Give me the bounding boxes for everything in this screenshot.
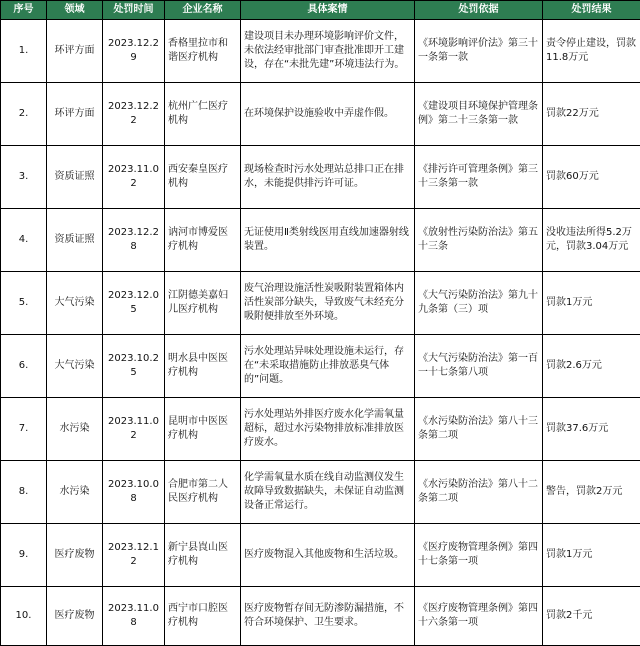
header-case: 具体案情 xyxy=(241,1,415,20)
cell-result: 警告，罚款2万元 xyxy=(543,461,640,524)
cell-basis: 《大气污染防治法》第一百一十七条第八项 xyxy=(415,335,543,398)
cell-date: 2023.12.28 xyxy=(103,209,165,272)
header-date: 处罚时间 xyxy=(103,1,165,20)
cell-result: 罚款60万元 xyxy=(543,146,640,209)
table-row xyxy=(1,20,640,83)
cell-basis: 《水污染防治法》第八十三条第二项 xyxy=(415,398,543,461)
cell-basis: 《建设项目环境保护管理条例》第二十三条第一款 xyxy=(415,83,543,146)
cell-no: 6. xyxy=(1,335,47,398)
cell-basis: 《放射性污染防治法》第五十三条 xyxy=(415,209,543,272)
table-row xyxy=(1,146,640,209)
cell-result: 罚款22万元 xyxy=(543,83,640,146)
cell-case: 医疗废物暂存间无防渗防漏措施，不符合环境保护、卫生要求。 xyxy=(241,587,415,646)
cell-case: 污水处理站异味处理设施未运行，存在“未采取措施防止排放恶臭气体的”问题。 xyxy=(241,335,415,398)
cell-result: 罚款1万元 xyxy=(543,272,640,335)
cell-domain: 资质证照 xyxy=(47,209,103,272)
table-row xyxy=(1,524,640,587)
cell-domain: 水污染 xyxy=(47,398,103,461)
cell-result: 罚款2千元 xyxy=(543,587,640,646)
cell-date: 2023.11.02 xyxy=(103,398,165,461)
cell-no: 5. xyxy=(1,272,47,335)
cell-result: 责令停止建设，罚款11.8万元 xyxy=(543,20,640,83)
cell-company: 明水县中医医疗机构 xyxy=(165,335,241,398)
cell-no: 1. xyxy=(1,20,47,83)
cell-result: 罚款2.6万元 xyxy=(543,335,640,398)
header-no: 序号 xyxy=(1,1,47,20)
cell-no: 7. xyxy=(1,398,47,461)
cell-case: 医疗废物混入其他废物和生活垃圾。 xyxy=(241,524,415,587)
cell-company: 昆明市中医医疗机构 xyxy=(165,398,241,461)
cell-no: 4. xyxy=(1,209,47,272)
cell-company: 合肥市第二人民医疗机构 xyxy=(165,461,241,524)
cell-case: 现场检查时污水处理站总排口正在排水，未能提供排污许可证。 xyxy=(241,146,415,209)
cell-date: 2023.11.02 xyxy=(103,146,165,209)
header-company: 企业名称 xyxy=(165,1,241,20)
cell-no: 3. xyxy=(1,146,47,209)
cell-basis: 《环境影响评价法》第三十一条第一款 xyxy=(415,20,543,83)
cell-basis: 《医疗废物管理条例》第四十七条第一项 xyxy=(415,524,543,587)
cell-basis: 《医疗废物管理条例》第四十六条第一项 xyxy=(415,587,543,646)
cell-basis: 《大气污染防治法》第九十九条第（三）项 xyxy=(415,272,543,335)
table-row xyxy=(1,209,640,272)
cell-company: 讷河市博爱医疗机构 xyxy=(165,209,241,272)
cell-date: 2023.11.08 xyxy=(103,587,165,646)
table-row xyxy=(1,335,640,398)
cell-case: 化学需氧量水质在线自动监测仪发生故障导致数据缺失，未保证自动监测设备正常运行。 xyxy=(241,461,415,524)
cell-case: 在环境保护设施验收中弄虚作假。 xyxy=(241,83,415,146)
cell-domain: 医疗废物 xyxy=(47,524,103,587)
cell-case: 无证使用Ⅱ类射线医用直线加速器射线装置。 xyxy=(241,209,415,272)
cell-date: 2023.12.12 xyxy=(103,524,165,587)
cell-date: 2023.12.29 xyxy=(103,20,165,83)
table-row xyxy=(1,461,640,524)
cell-result: 罚款37.6万元 xyxy=(543,398,640,461)
header-domain: 领域 xyxy=(47,1,103,20)
cell-domain: 医疗废物 xyxy=(47,587,103,646)
table-row xyxy=(1,398,640,461)
cell-no: 9. xyxy=(1,524,47,587)
cell-case: 污水处理站外排医疗废水化学需氧量超标，超过水污染物排放标准排放医疗废水。 xyxy=(241,398,415,461)
cell-company: 杭州广仁医疗机构 xyxy=(165,83,241,146)
cell-domain: 水污染 xyxy=(47,461,103,524)
cell-result: 罚款1万元 xyxy=(543,524,640,587)
cell-date: 2023.10.08 xyxy=(103,461,165,524)
cell-no: 10. xyxy=(1,587,47,646)
header-result: 处罚结果 xyxy=(543,1,640,20)
header-basis: 处罚依据 xyxy=(415,1,543,20)
cell-domain: 大气污染 xyxy=(47,272,103,335)
cell-company: 西宁市口腔医疗机构 xyxy=(165,587,241,646)
cell-date: 2023.10.25 xyxy=(103,335,165,398)
cell-company: 新宁县崀山医疗机构 xyxy=(165,524,241,587)
cell-domain: 大气污染 xyxy=(47,335,103,398)
cell-domain: 环评方面 xyxy=(47,83,103,146)
table-row xyxy=(1,83,640,146)
cell-domain: 环评方面 xyxy=(47,20,103,83)
cell-case: 建设项目未办理环境影响评价文件，未依法经审批部门审查批准即开工建设，存在“未批先建”环境违法行为。 xyxy=(241,20,415,83)
cell-result: 没收违法所得5.2万元，罚款3.04万元 xyxy=(543,209,640,272)
cell-company: 香格里拉市和谐医疗机构 xyxy=(165,20,241,83)
cell-date: 2023.12.22 xyxy=(103,83,165,146)
cell-basis: 《水污染防治法》第八十二条第二项 xyxy=(415,461,543,524)
cell-no: 2. xyxy=(1,83,47,146)
cell-company: 西安秦皇医疗机构 xyxy=(165,146,241,209)
cell-no: 8. xyxy=(1,461,47,524)
cell-date: 2023.12.05 xyxy=(103,272,165,335)
header-row xyxy=(1,1,640,20)
cell-domain: 资质证照 xyxy=(47,146,103,209)
table-row xyxy=(1,272,640,335)
cell-company: 江阴德美嘉妇儿医疗机构 xyxy=(165,272,241,335)
cell-case: 废气治理设施活性炭吸附装置箱体内活性炭部分缺失，导致废气未经充分吸附便排放至外环境。 xyxy=(241,272,415,335)
cell-basis: 《排污许可管理条例》第三十三条第一款 xyxy=(415,146,543,209)
